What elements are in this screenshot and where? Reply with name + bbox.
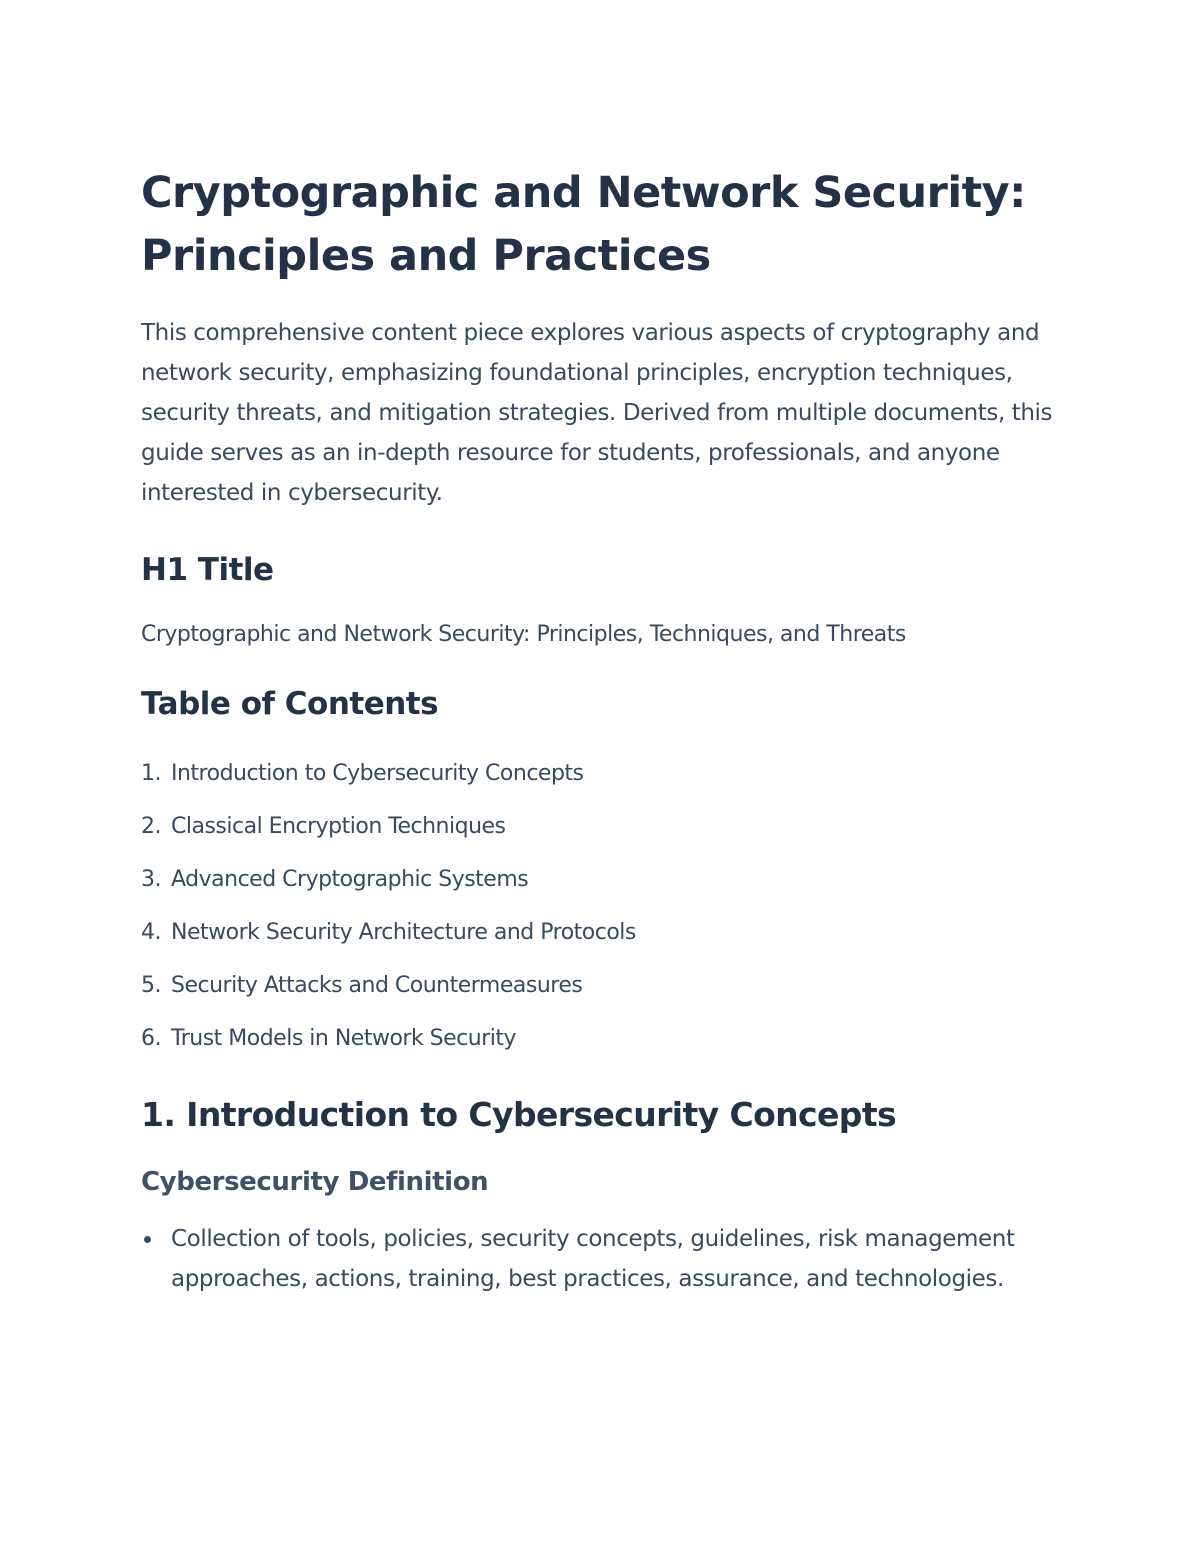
- list-item-text: Collection of tools, policies, security concepts, guidelines, risk management approaches, actions, training, best practices, assurance, and technologies.: [171, 1226, 1015, 1292]
- bullet-icon: [144, 1236, 151, 1243]
- toc-item-number: 1.: [141, 761, 161, 786]
- toc-item-number: 3.: [141, 867, 161, 892]
- toc-item-number: 6.: [141, 1026, 161, 1051]
- intro-paragraph: This comprehensive content piece explores various aspects of cryptography and network security, emphasizing foundational principles, encryption techniques, security threats, and mitigation strategies. Derived from multiple documents, this guide serves as an in-depth resource for students, professionals, and anyone interested in cybersecurity.: [141, 320, 1053, 506]
- h1-title-heading: H1 Title: [141, 552, 274, 588]
- toc-item-label: Security Attacks and Countermeasures: [171, 973, 583, 998]
- toc-item: [141, 747, 1071, 800]
- table-of-contents-list: [141, 747, 1071, 1065]
- toc-item: [141, 800, 1071, 853]
- toc-item-label: Introduction to Cybersecurity Concepts: [171, 761, 584, 786]
- toc-item-number: 4.: [141, 920, 161, 945]
- toc-item-label: Trust Models in Network Security: [171, 1026, 517, 1051]
- toc-item: [141, 853, 1071, 906]
- toc-item-label: Classical Encryption Techniques: [171, 814, 506, 839]
- document-page: [141, 162, 1071, 1299]
- toc-item-number: 2.: [141, 814, 161, 839]
- toc-item-number: 5.: [141, 973, 161, 998]
- toc-item: [141, 906, 1071, 959]
- toc-item: [141, 1012, 1071, 1065]
- cybersecurity-definition-subheading: Cybersecurity Definition: [141, 1167, 489, 1197]
- document-title: Cryptographic and Network Security: Principles and Practices: [141, 168, 1026, 281]
- toc-item-label: Network Security Architecture and Protocols: [171, 920, 636, 945]
- table-of-contents-heading: Table of Contents: [141, 686, 439, 722]
- definition-bullet-list: [141, 1219, 1071, 1299]
- toc-item-label: Advanced Cryptographic Systems: [171, 867, 529, 892]
- toc-item: [141, 959, 1071, 1012]
- h1-title-text: Cryptographic and Network Security: Principles, Techniques, and Threats: [141, 622, 906, 647]
- section-1-heading: 1. Introduction to Cybersecurity Concepts: [141, 1095, 897, 1134]
- list-item: [141, 1219, 1041, 1299]
